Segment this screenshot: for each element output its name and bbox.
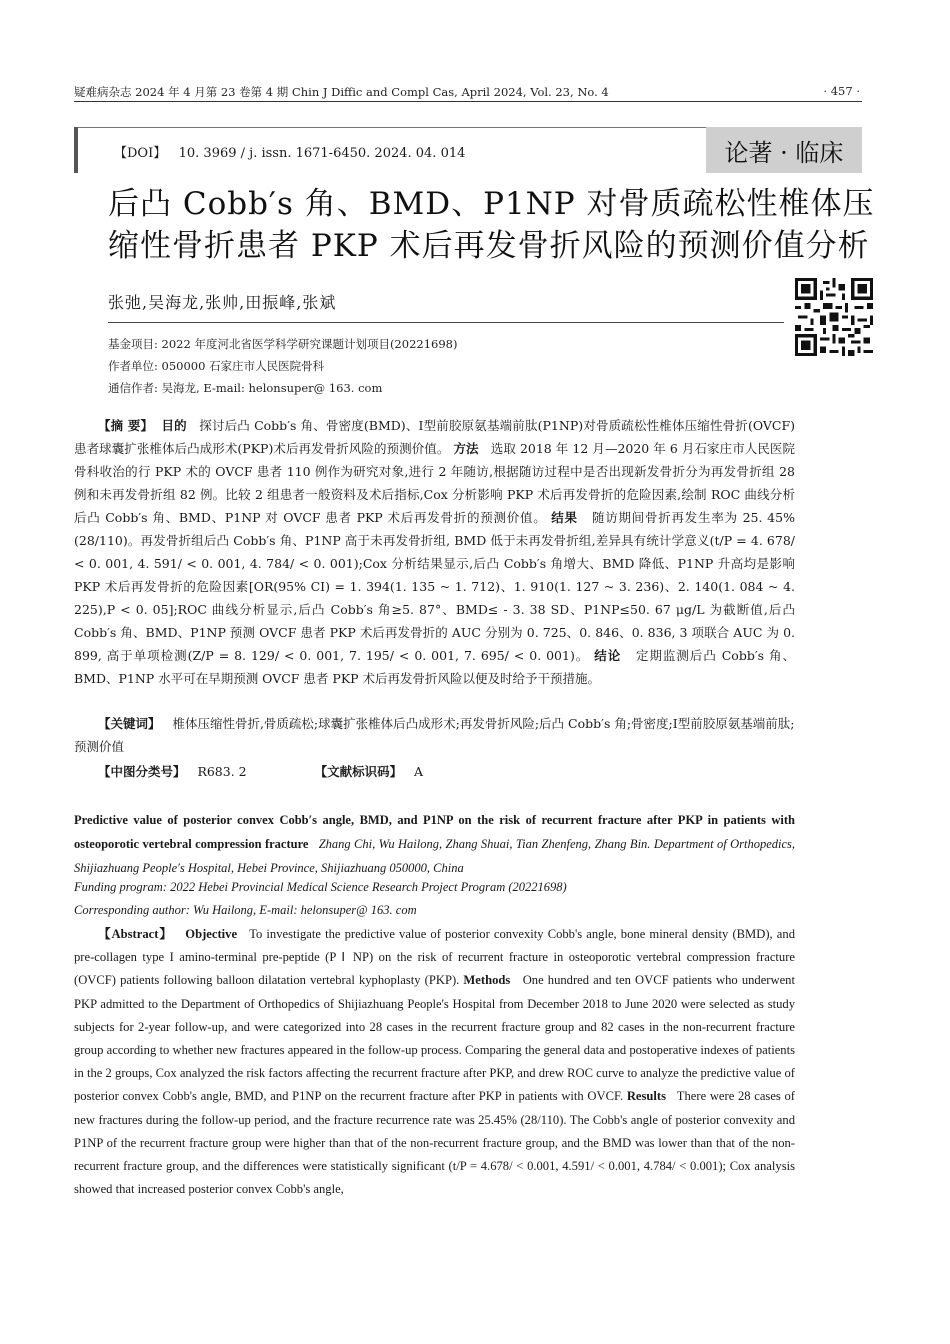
doc-code-value: A xyxy=(414,764,424,779)
english-title: Predictive value of posterior convex Cobb′s angle, BMD, and P1NP on the risk of recurrent fracture after PKP in patients with osteoporotic vertebral compression fracture xyxy=(74,813,795,851)
methods-cn: 选取 2018 年 12 月—2020 年 6 月石家庄市人民医院骨科收治的行 PKP 术的 OVCF 患者 110 例作为研究对象,进行 2 年随访,根据随访过程中是否出现新发骨折分为再发骨折组 28 例和未再发骨折组 82 例。比较 2 组患者一般资料及术后指标,Cox 分析影响 PKP 术后再发骨折的危险因素,绘制 ROC 曲线分析后凸 Cobb′s 角、BMD、P1NP 对 OVCF 患者 PKP 术后再发骨折的预测价值。 xyxy=(74,441,795,525)
conclusion-cn-label: 结论 xyxy=(594,648,622,663)
methods-en: One hundred and ten OVCF patients who underwent PKP admitted to the Department of Orthopedics of Shijiazhuang People's Hospital from December 2018 to June 2020 were selected as study subjects for 2-year follow-up, and were categorized into 28 cases in the recurrent fracture group and 82 cases in the non-recurrent fracture group according to whether new fractures appeared in the follow-up process. Comparing the general data and postoperative indexes of patients in the 2 groups, Cox analyzed the risk factors affecting the recurrent fracture after PKP, and drew ROC curve to analyze the predictive value of posterior convex Cobb's angle, BMD, and P1NP on the recurrent fracture after PKP in patients with OVCF. xyxy=(74,973,795,1104)
abstract-cn-label: 【摘 要】 xyxy=(98,418,154,433)
keywords-text: 椎体压缩性骨折,骨质疏松;球囊扩张椎体后凸成形术;再发骨折风险;后凸 Cobb′s 角;骨密度;Ⅰ型前胶原氨基端前肽;预测价值 xyxy=(74,716,795,754)
journal-citation: 疑难病杂志 2024 年 4 月第 23 卷第 4 期 Chin J Diffic and Compl Cas, April 2024, Vol. 23, No. 4 xyxy=(74,85,609,99)
section-label: 论著 · 临床 xyxy=(706,127,862,173)
qr-code-icon xyxy=(795,278,873,356)
english-department: Department of Orthopedics, Shijiazhuang People′s Hospital, Hebei Province, Shijiazhuang 050000, China xyxy=(74,837,795,875)
english-corresponding: Corresponding author: Wu Hailong, E-mail: helonsuper@ 163. com xyxy=(74,903,417,917)
objective-en: To investigate the predictive value of posterior convexity Cobb's angle, bone mineral density (BMD), and pre-collagen type I amino-terminal pre-peptide (P Ⅰ NP) on the risk of recurrent fracture in osteoporotic vertebral compression fracture (OVCF) patients following balloon dilatation vertebral kyphoplasty (PKP). xyxy=(74,927,795,988)
objective-cn: 探讨后凸 Cobb′s 角、骨密度(BMD)、Ⅰ型前胶原氨基端前肽(P1NP)对骨质疏松性椎体压缩性骨折(OVCF)患者球囊扩张椎体后凸成形术(PKP)术后再发骨折风险的预测价值。 xyxy=(74,418,796,456)
objective-en-label: Objective xyxy=(185,927,238,941)
fund-info: 基金项目: 2022 年度河北省医学科学研究课题计划项目(20221698) xyxy=(108,337,458,351)
author-divider xyxy=(108,322,784,323)
methods-cn-label: 方法 xyxy=(453,441,479,456)
keywords-label: 【关键词】 xyxy=(98,716,161,731)
abstract-en xyxy=(74,923,795,1201)
author-list: 张弛,吴海龙,张帅,田振峰,张斌 xyxy=(108,293,337,312)
abstract-en-label: 【Abstract】 xyxy=(98,927,173,941)
doi-label: 【DOI】 xyxy=(114,146,167,161)
english-title-block xyxy=(74,808,795,880)
doi xyxy=(114,142,465,161)
results-cn-label: 结果 xyxy=(551,510,578,525)
abstract-cn xyxy=(74,414,795,690)
article-title: 后凸 Cobb′s 角、BMD、P1NP 对骨质疏松性椎体压缩性骨折患者 PKP 术后再发骨折风险的预测价值分析 xyxy=(108,186,875,264)
clc-value: R683. 2 xyxy=(197,764,247,779)
objective-cn-label: 目的 xyxy=(161,418,187,433)
methods-en-label: Methods xyxy=(463,973,511,988)
doc-code-label: 【文献标识码】 xyxy=(314,764,403,779)
doi-band xyxy=(74,127,862,173)
english-authors: Zhang Chi, Wu Hailong, Zhang Shuai, Tian Zhenfeng, Zhang Bin. xyxy=(318,837,651,851)
results-en-label: Results xyxy=(626,1089,666,1104)
classification xyxy=(74,762,423,780)
conclusion-cn: 定期监测后凸 Cobb′s 角、BMD、P1NP 水平可在早期预测 OVCF 患者 PKP 术后再发骨折风险以便及时给予干预措施。 xyxy=(74,648,795,686)
results-en: There were 28 cases of new fractures during the follow-up period, and the fracture recurrence rate was 25.45% (28/110). The Cobb's angle of posterior convexity and P1NP of the recurrent fracture group were higher than that of the non-recurrent fracture group, and the BMD was lower than that of the non-recurrent fracture group, and the differences were statistically significant (t/P = 4.678/ < 0.001, 4.591/ < 0.001, 4.784/ < 0.001); Cox analysis showed that increased posterior convex Cobb's angle, xyxy=(74,1089,795,1197)
doi-value: 10. 3969 / j. issn. 1671-6450. 2024. 04. 014 xyxy=(178,146,466,161)
corresponding-author: 通信作者: 吴海龙, E-mail: helonsuper@ 163. com xyxy=(108,381,383,395)
header-divider xyxy=(74,101,862,102)
author-affiliation: 作者单位: 050000 石家庄市人民医院骨科 xyxy=(108,359,325,373)
results-cn: 随访期间骨折再发生率为 25. 45% (28/110)。再发骨折组后凸 Cobb′s 角、P1NP 高于未再发骨折组, BMD 低于未再发骨折组,差异具有统计学意义(t/P = 4. 678/ < 0. 001, 4. 591/ < 0. 001, 4. 784/ < 0. 001);Cox 分析结果显示,后凸 Cobb′s 角增大、BMD 降低、P1NP 升高均是影响 PKP 术后再发骨折的危险因素[OR(95% CI) = 1. 394(1. 135 ~ 1. 712)、1. 910(1. 127 ~ 3. 236)、2. 140(1. 084 ~ 4. 225),P < 0. 05];ROC 曲线分析显示,后凸 Cobb′s 角≥5. 87°、BMD≤ - 3. 38 SD、P1NP≤50. 67 μg/L 为截断值,后凸 Cobb′s 角、BMD、P1NP 预测 OVCF 患者 PKP 术后再发骨折的 AUC 分别为 0. 725、0. 846、0. 836, 3 项联合 AUC 为 0. 899, 高于单项检测(Z/P = 8. 129/ < 0. 001, 7. 195/ < 0. 001, 7. 695/ < 0. 001)。 xyxy=(74,510,795,663)
doi-band-marker xyxy=(74,127,78,173)
clc-label: 【中图分类号】 xyxy=(98,764,186,779)
page-number: · 457 · xyxy=(823,84,860,98)
keywords xyxy=(74,712,795,758)
english-funding: Funding program: 2022 Hebei Provincial Medical Science Research Project Program (20221698) xyxy=(74,880,567,894)
